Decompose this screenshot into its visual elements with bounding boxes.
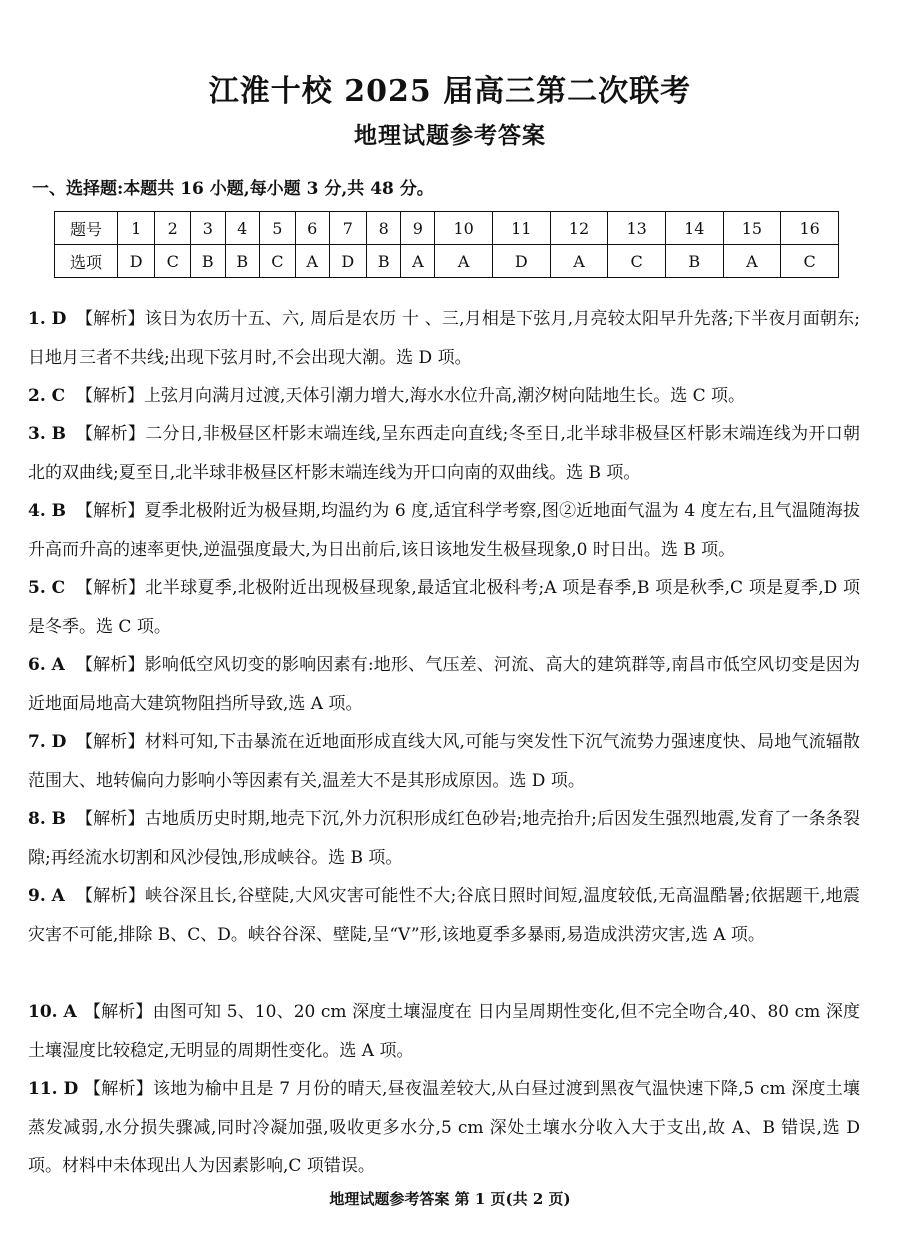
explanation-text: 【解析】峡谷深且长,谷壁陡,大风灾害可能性不大;谷底日照时间短,温度较低,无高温酷暑;依据题干,地震灾害不可能,排除 B、C、D。峡谷谷深、壁陡,呈“V”形,该地夏季多暴雨,易造成洪涝灾害,选 A 项。 <box>28 886 860 945</box>
question-number-cell: 7 <box>329 212 366 245</box>
question-number-cell: 12 <box>550 212 608 245</box>
question-number-cell: 8 <box>366 212 400 245</box>
answer-option-cell: C <box>155 245 191 278</box>
explanation-item <box>28 646 860 723</box>
question-number-cell: 4 <box>225 212 259 245</box>
explanation-item <box>28 492 860 569</box>
question-number-cell: 14 <box>665 212 723 245</box>
question-number-cell: 11 <box>492 212 550 245</box>
explanation-number: 2. C <box>28 386 66 406</box>
explanation-number: 3. B <box>28 424 67 444</box>
explanation-item <box>28 800 860 877</box>
exam-title: 江淮十校 2025 届高三第二次联考 <box>208 74 692 109</box>
question-number-cell: 2 <box>155 212 191 245</box>
answer-table-option-row <box>55 245 839 278</box>
answer-option-cell: B <box>665 245 723 278</box>
explanation-number: 8. B <box>28 809 67 829</box>
explanation-item <box>28 993 860 1070</box>
explanation-text: 【解析】上弦月向满月过渡,天体引潮力增大,海水水位升高,潮汐树向陆地生长。选 C 项。 <box>76 386 746 406</box>
question-number-cell: 9 <box>401 212 435 245</box>
question-number-cell: 13 <box>608 212 666 245</box>
answer-option-cell: C <box>608 245 666 278</box>
explanation-item <box>28 377 860 416</box>
explanation-item <box>28 569 860 646</box>
explanation-number: 6. A <box>28 655 65 675</box>
answer-option-cell: A <box>295 245 329 278</box>
answer-table-number-row <box>55 212 839 245</box>
question-number-cell: 15 <box>723 212 781 245</box>
question-number-cell: 3 <box>191 212 225 245</box>
explanation-text: 【解析】该日为农历十五、六, 周后是农历 十 、三,月相是下弦月,月亮较太阳早升先落;下半夜月面朝东;日地月三者不共线;出现下弦月时,不会出现大潮。选 D 项。 <box>28 309 860 368</box>
answer-option-cell: D <box>492 245 550 278</box>
explanation-number: 9. A <box>28 886 65 906</box>
explanation-number: 5. C <box>28 578 66 598</box>
answer-option-cell: B <box>225 245 259 278</box>
question-number-cell: 16 <box>781 212 839 245</box>
explanation-text: 【解析】古地质历史时期,地壳下沉,外力沉积形成红色砂岩;地壳抬升;后因发生强烈地震,发育了一条条裂隙;再经流水切割和风沙侵蚀,形成峡谷。选 B 项。 <box>28 809 860 868</box>
page-footer: 地理试题参考答案 第 1 页(共 2 页) <box>329 1190 571 1208</box>
explanation-text: 【解析】北半球夏季,北极附近出现极昼现象,最适宜北极科考;A 项是春季,B 项是秋季,C 项是夏季,D 项是冬季。选 C 项。 <box>28 578 860 637</box>
explanation-item <box>28 300 860 377</box>
answer-option-cell: C <box>259 245 295 278</box>
explanation-number: 7. D <box>28 732 67 752</box>
explanation-number: 1. D <box>28 309 67 329</box>
answer-option-cell: D <box>118 245 155 278</box>
answer-key-subtitle: 地理试题参考答案 <box>354 122 546 149</box>
answer-option-cell: D <box>329 245 366 278</box>
explanation-number: 10. A <box>28 1002 77 1022</box>
row-label-number: 题号 <box>55 212 118 245</box>
explanation-text: 【解析】材料可知,下击暴流在近地面形成直线大风,可能与突发性下沉气流势力强速度快、局地气流辐散范围大、地转偏向力影响小等因素有关,温差大不是其形成原因。选 D 项。 <box>28 732 860 791</box>
explanation-number: 11. D <box>28 1079 79 1099</box>
section-heading: 一、选择题:本题共 16 小题,每小题 3 分,共 48 分。 <box>32 179 434 199</box>
explanation-text: 【解析】夏季北极附近为极昼期,均温约为 6 度,适宜科学考察,图②近地面气温为 4 度左右,且气温随海拔升高而升高的速率更快,逆温强度最大,为日出前后,该日该地发生极昼现象,0 时日出。选 B 项。 <box>28 501 860 560</box>
answer-option-cell: A <box>401 245 435 278</box>
row-label-option: 选项 <box>55 245 118 278</box>
explanation-text: 【解析】由图可知 5、10、20 cm 深度土壤湿度在 日内呈周期性变化,但不完全吻合,40、80 cm 深度土壤湿度比较稳定,无明显的周期性变化。选 A 项。 <box>28 1002 860 1061</box>
question-number-cell: 5 <box>259 212 295 245</box>
explanation-text: 【解析】二分日,非极昼区杆影末端连线,呈东西走向直线;冬至日,北半球非极昼区杆影末端连线为开口朝北的双曲线;夏至日,北半球非极昼区杆影末端连线为开口向南的双曲线。选 B 项。 <box>28 424 860 483</box>
explanation-item <box>28 415 860 492</box>
answer-option-cell: A <box>723 245 781 278</box>
question-number-cell: 1 <box>118 212 155 245</box>
explanation-item <box>28 877 860 954</box>
answer-option-cell: A <box>550 245 608 278</box>
question-number-cell: 10 <box>435 212 493 245</box>
answer-option-cell: B <box>366 245 400 278</box>
answer-option-cell: B <box>191 245 225 278</box>
explanation-text: 【解析】该地为榆中且是 7 月份的晴天,昼夜温差较大,从白昼过渡到黑夜气温快速下降,5 cm 深度土壤蒸发减弱,水分损失骤减,同时冷凝加强,吸收更多水分,5 cm 深处土壤水分收入大于支出,故 A、B 错误,选 D 项。材料中未体现出人为因素影响,C 项错误。 <box>28 1079 860 1176</box>
explanation-item <box>28 1070 860 1186</box>
explanation-item <box>28 723 860 800</box>
explanation-text: 【解析】影响低空风切变的影响因素有:地形、气压差、河流、高大的建筑群等,南昌市低空风切变是因为近地面局地高大建筑物阻挡所导致,选 A 项。 <box>28 655 860 714</box>
answer-table <box>54 211 839 278</box>
answer-option-cell: A <box>435 245 493 278</box>
explanation-number: 4. B <box>28 501 67 521</box>
answer-option-cell: C <box>781 245 839 278</box>
question-number-cell: 6 <box>295 212 329 245</box>
